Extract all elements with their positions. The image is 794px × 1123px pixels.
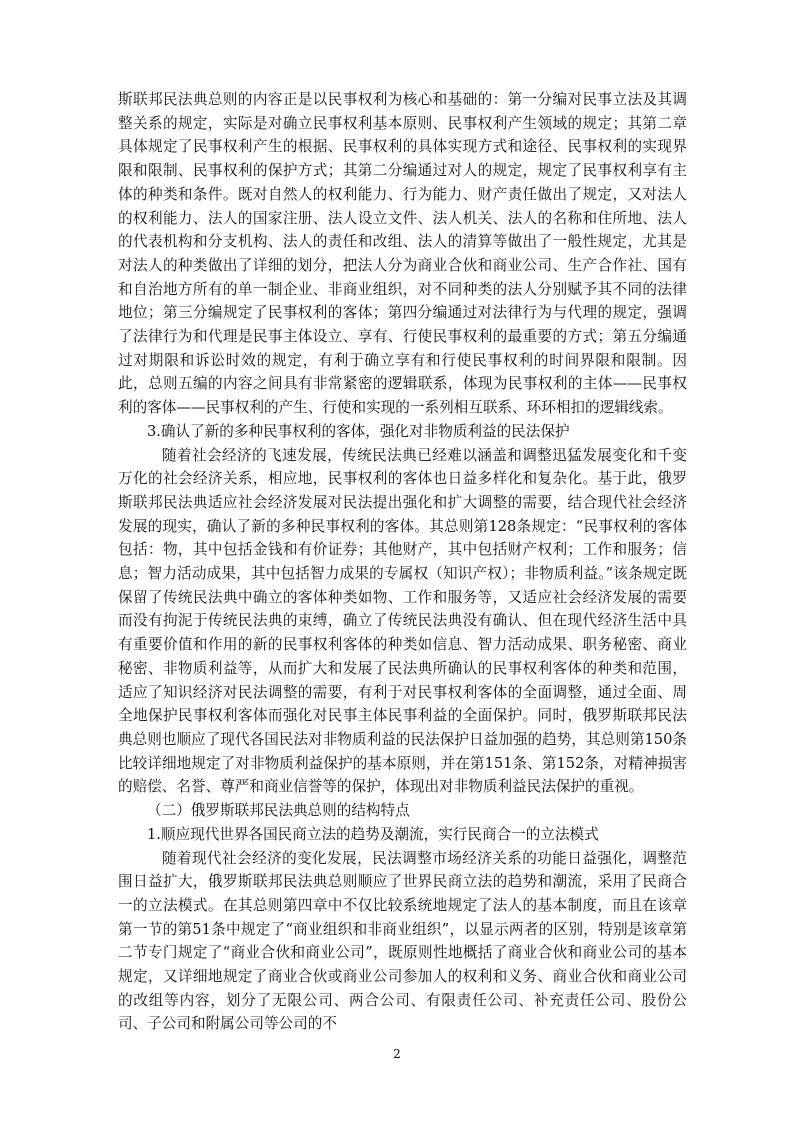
page-number: 2 xyxy=(393,1047,401,1061)
section-heading-object-of-rights: 3.确认了新的多种民事权利的客体，强化对非物质利益的民法保护 xyxy=(147,422,570,440)
section-heading-civil-commercial-unity: 1.顺应现代世界各国民商立法的趋势及潮流，实行民商合一的立法模式 xyxy=(147,825,599,843)
section-heading-structure: （二）俄罗斯联邦民法典总则的结构特点 xyxy=(147,802,410,820)
body-paragraph-2: 随着社会经济的飞速发展，传统民法典已经难以涵盖和调整迅猛发展变化和千变万化的社会经济关系，相应地，民事权利的客体也日益多样化和复杂化。基于此，俄罗斯联邦民法典适应社会经济发展对民法提出强化和扩大调整的需要，结合现代社会经济发展的现实，确认了新的多种民事权利的客体。其总则第128条规定：“民事权利的客体包括：物，其中包括金钱和有价证券；其他财产，其中包括财产权利；工作和服务；信息；智力活动成果，其中包括智力成果的专属权（知识产权）；非物质利益。”该条规定既保留了传统民法典中确立的客体种类如物、工作和服务等，又适应社会经济发展的需要而没有拘泥于传统民法典的束缚，确立了传统民法典没有确认、但在现代经济生活中具有重要价值和作用的新的民事权利客体的种类如信息、智力活动成果、职务秘密、商业秘密、非物质利益等，从而扩大和发展了民法典所确认的民事权利客体的种类和范围，适应了知识经济对民法调整的需要，有利于对民事权利客体的全面调整，通过全面、周全地保护民事权利客体而强化对民事主体民事利益的全面保护。同时，俄罗斯联邦民法典总则也顺应了现代各国民法对非物质利益的民法保护日益加强的趋势，其总则第150条比较详细地规定了对非物质利益保护的基本原则，并在第151条、第152条，对精神损害的赔偿、名誉、尊严和商业信誉等的保护，体现出对非物质利益民法保护的重视。 xyxy=(118,446,687,796)
body-paragraph-3: 随着现代社会经济的变化发展，民法调整市场经济关系的功能日益强化，调整范围日益扩大，俄罗斯联邦民法典总则顺应了世界民商立法的趋势和潮流，采用了民商合一的立法模式。在其总则第四章中不仅比较系统地规定了法人的基本制度，而且在该章第一节的第51条中规定了“商业组织和非商业组织”，以显示两者的区别，特别是该章第二节专门规定了“商业合伙和商业公司”，既原则性地概括了商业合伙和商业公司的基本规定，又详细地规定了商业合伙或商业公司参加人的权利和义务、商业合伙和商业公司的改组等内容，划分了无限公司、两合公司、有限责任公司、补充责任公司、股份公司、子公司和附属公司等公司的不 xyxy=(118,849,687,1033)
body-paragraph-1: 斯联邦民法典总则的内容正是以民事权利为核心和基础的：第一分编对民事立法及其调整关系的规定，实际是对确立民事权利基本原则、民事权利产生领域的规定；其第二章具体规定了民事权利产生的根据、民事权利的具体实现方式和途径、民事权利的实现界限和限制、民事权利的保护方式；其第二分编通过对人的规定，规定了民事权利享有主体的种类和条件。既对自然人的权利能力、行为能力、财产责任做出了规定，又对法人的权利能力、法人的国家注册、法人设立文件、法人机关、法人的名称和住所地、法人的代表机构和分支机构、法人的责任和改组、法人的清算等做出了一般性规定，尤其是对法人的种类做出了详细的划分，把法人分为商业合伙和商业公司、生产合作社、国有和自治地方所有的单一制企业、非商业组织，对不同种类的法人分别赋予其不同的法律地位；第三分编规定了民事权利的客体；第四分编通过对法律行为与代理的规定，强调了法律行为和代理是民事主体设立、享有、行使民事权利的最重要的方式；第五分编通过对期限和诉讼时效的规定，有利于确立享有和行使民事权利的时间界限和限制。因此，总则五编的内容之间具有非常紧密的逻辑联系，体现为民事权利的主体——民事权利的客体——民事权利的产生、行使和实现的一系列相互联系、环环相扣的逻辑线索。 xyxy=(118,91,687,417)
